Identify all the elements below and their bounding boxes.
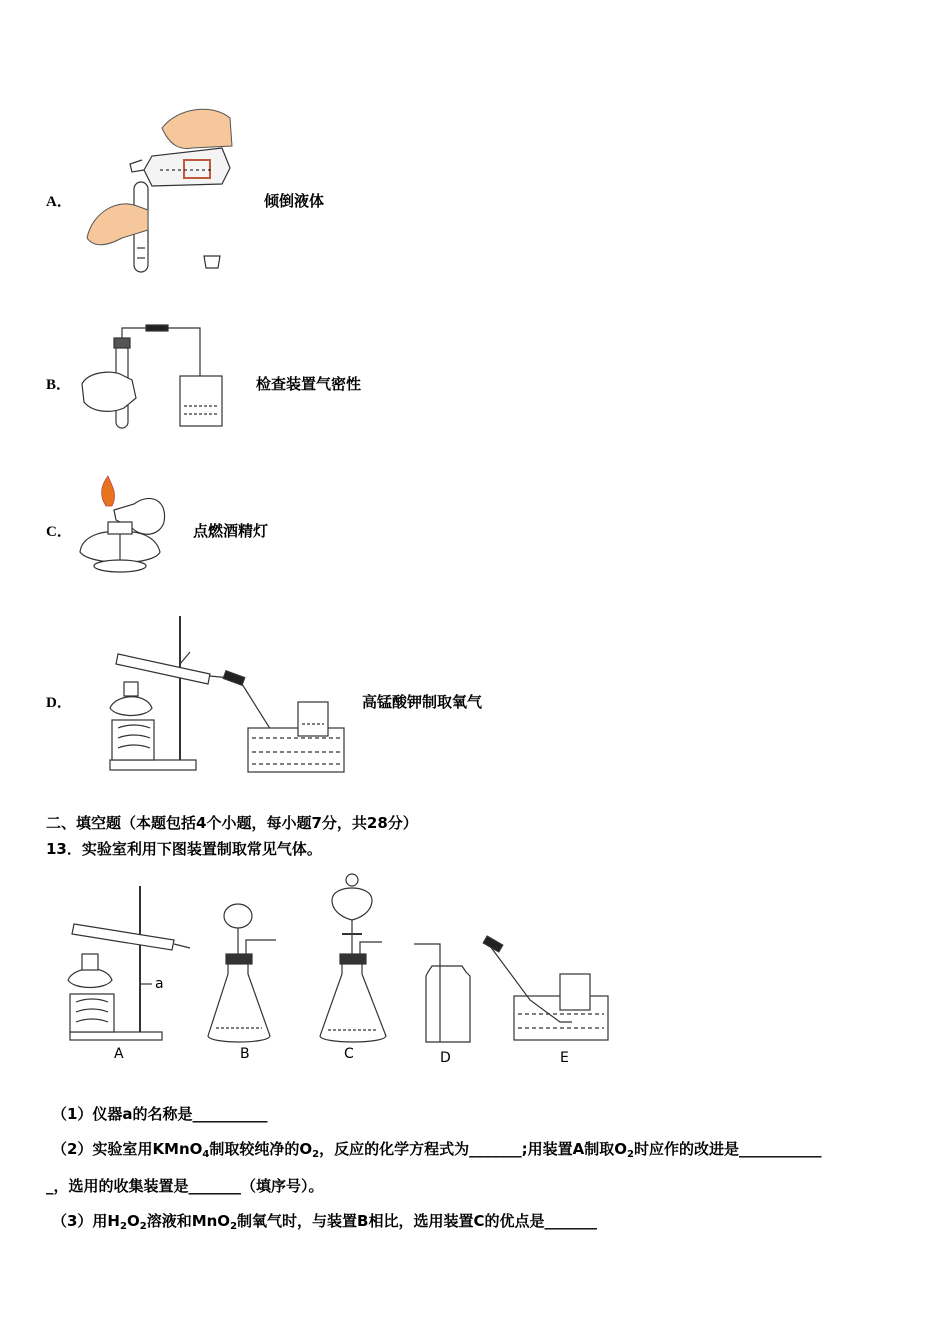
question-13: 13．实验室利用下图装置制取常见气体。 bbox=[46, 840, 322, 858]
q2-part3: ，反应的化学方程式为_______;用装置A制取O bbox=[319, 1140, 627, 1158]
instrument-a-label: a bbox=[155, 976, 164, 992]
potassium-permanganate-oxygen-figure bbox=[106, 612, 350, 776]
q3-part2: O bbox=[126, 1212, 140, 1230]
option-d-letter: D． bbox=[46, 695, 72, 711]
option-c-letter: C． bbox=[46, 524, 72, 540]
option-a-letter: A． bbox=[46, 194, 72, 210]
apparatus-label-b: B bbox=[240, 1046, 250, 1062]
q2-sub2: 2 bbox=[312, 1149, 320, 1160]
section-header: 二、填空题（本题包括4个小题，每小题7分，共28分） bbox=[46, 814, 418, 832]
q3-sub3: 2 bbox=[230, 1221, 238, 1232]
option-c-text: 点燃酒精灯 bbox=[193, 522, 269, 540]
q3-part3: 溶液和MnO bbox=[146, 1212, 231, 1230]
q2-sub1: 4 bbox=[202, 1149, 210, 1160]
option-b-text: 检查装置气密性 bbox=[256, 375, 362, 393]
apparatus-label-e: E bbox=[560, 1050, 569, 1066]
subquestion-3 bbox=[52, 1210, 597, 1232]
lighting-alcohol-lamp-figure bbox=[72, 474, 172, 579]
q3-part4: 制氧气时，与装置B相比，选用装置C的优点是_______ bbox=[237, 1212, 597, 1230]
apparatus-label-a: A bbox=[114, 1046, 124, 1062]
apparatus-figure bbox=[60, 870, 620, 1070]
option-b-letter: B． bbox=[46, 377, 72, 393]
q2-part2: 制取较纯净的O bbox=[209, 1140, 313, 1158]
q3-sub1: 2 bbox=[120, 1221, 127, 1232]
q3-sub2: 2 bbox=[139, 1221, 147, 1232]
subquestion-2-line2: _，选用的收集装置是_______（填序号）。 bbox=[46, 1177, 324, 1195]
subquestion-1: （1）仪器a的名称是__________ bbox=[52, 1105, 268, 1123]
apparatus-label-d: D bbox=[440, 1050, 451, 1066]
q2-part1: （2）实验室用KMnO bbox=[52, 1140, 203, 1158]
q3-part1: （3）用H bbox=[52, 1212, 120, 1230]
airtightness-check-figure bbox=[80, 322, 230, 432]
pouring-liquid-figure bbox=[82, 98, 242, 280]
option-a-text: 倾倒液体 bbox=[264, 192, 325, 210]
subquestion-2-line1 bbox=[52, 1138, 821, 1160]
apparatus-label-c: C bbox=[344, 1046, 354, 1062]
q2-part4: 时应作的改进是___________ bbox=[633, 1140, 822, 1158]
apparatus-drawing bbox=[60, 870, 620, 1050]
option-d-text: 高锰酸钾制取氧气 bbox=[362, 693, 483, 711]
q2-sub3: 2 bbox=[627, 1149, 634, 1160]
